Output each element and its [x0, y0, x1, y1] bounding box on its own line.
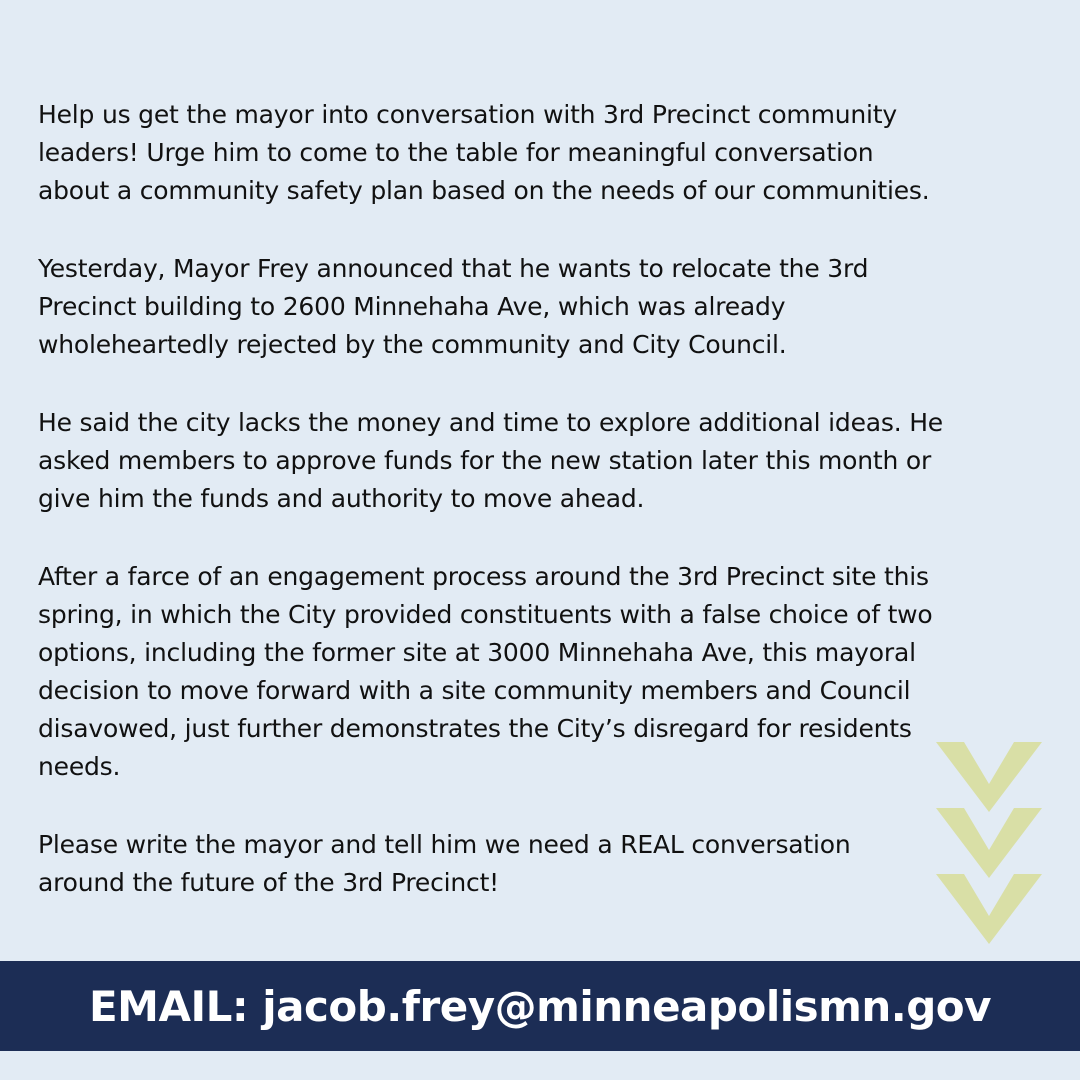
chevron-down-icon: [936, 874, 1042, 944]
chevron-down-triple-icon: [932, 742, 1046, 948]
chevron-down-icon: [936, 742, 1042, 812]
paragraph-call-to-action: Please write the mayor and tell him we need a REAL conversation around the future of the 3rd Precinct!: [38, 830, 851, 897]
email-address[interactable]: EMAIL: jacob.frey@minneapolismn.gov: [88, 981, 992, 1031]
paragraph-funding: He said the city lacks the money and time to explore additional ideas. He asked members to approve funds for the new station later this month or give him the funds and authority to move ahead.: [38, 408, 943, 513]
email-banner: [0, 961, 1080, 1051]
body-text: [38, 96, 1048, 942]
chevron-down-icon: [936, 808, 1042, 878]
paragraph-intro: Help us get the mayor into conversation with 3rd Precinct community leaders! Urge him to come to the table for meaningful conversation about a community safety plan based on the needs of our communities.: [38, 100, 930, 205]
paragraph-engagement: After a farce of an engagement process around the 3rd Precinct site this spring, in which the City provided constituents with a false choice of two options, including the former site at 3000 Minnehaha Ave, this mayoral decision to move forward with a site community members and Council disavowed, just further demonstrates the City’s disregard for residents needs.: [38, 562, 933, 781]
paragraph-announcement: Yesterday, Mayor Frey announced that he wants to relocate the 3rd Precinct building to 2600 Minnehaha Ave, which was already wholeheartedly rejected by the community and City Council.: [38, 254, 869, 359]
